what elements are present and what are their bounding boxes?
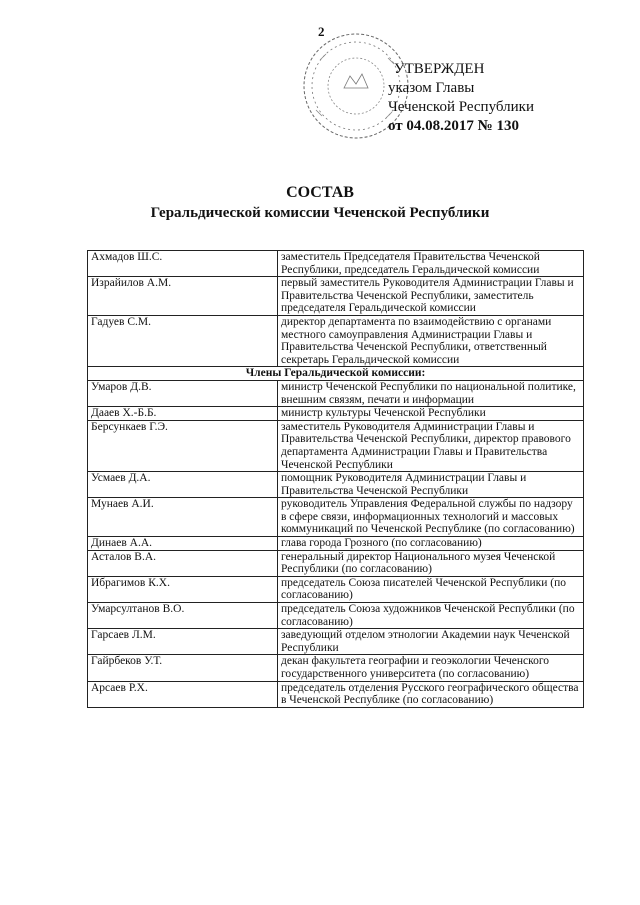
member-position: председатель Союза писателей Чеченской Республики (по согласованию) <box>278 576 584 602</box>
member-position: заместитель Руководителя Администрации Главы и Правительства Чеченской Республики, директор правового департамента Администрации Главы и Правительства Чеченской Республики <box>278 420 584 471</box>
member-name: Асталов В.А. <box>88 550 278 576</box>
page-number: 2 <box>318 24 325 39</box>
document-subtitle: Геральдической комиссии Чеченской Республики <box>150 205 490 221</box>
table-row <box>88 277 584 316</box>
member-name: Умарсултанов В.О. <box>88 603 278 629</box>
member-name: Гадуев С.М. <box>88 315 278 366</box>
member-name: Берсункаев Г.Э. <box>88 420 278 471</box>
member-position: министр культуры Чеченской Республики <box>278 407 584 421</box>
member-position: председатель Союза художников Чеченской Республики (по согласованию) <box>278 603 584 629</box>
member-name: Умаров Д.В. <box>88 380 278 406</box>
member-name: Усмаев Д.А. <box>88 472 278 498</box>
table-row <box>88 251 584 277</box>
table-row <box>88 420 584 471</box>
member-name: Ибрагимов К.Х. <box>88 576 278 602</box>
member-position: председатель отделения Русского географического общества в Чеченской Республике (по согласованию) <box>278 681 584 707</box>
member-position: декан факультета географии и геоэкологии Чеченского государственного университета (по согласованию) <box>278 655 584 681</box>
approval-authority: Чеченской Республики <box>388 99 534 115</box>
table-row <box>88 315 584 366</box>
member-position: руководитель Управления Федеральной службы по надзору в сфере связи, информационных технологий и массовых коммуникаций по Чеченской Республике (по согласованию) <box>278 498 584 537</box>
section-header-row <box>88 367 584 381</box>
member-position: директор департамента по взаимодействию с органами местного самоуправления Администрации Главы и Правительства Чеченской Республики, ответственный секретарь Геральдической комиссии <box>278 315 584 366</box>
member-name: Ахмадов Ш.С. <box>88 251 278 277</box>
member-position: помощник Руководителя Администрации Главы и Правительства Чеченской Республики <box>278 472 584 498</box>
table-row <box>88 380 584 406</box>
member-position: первый заместитель Руководителя Администрации Главы и Правительства Чеченской Республики, заместитель председателя Геральдической комиссии <box>278 277 584 316</box>
member-name: Мунаев А.И. <box>88 498 278 537</box>
table-row <box>88 603 584 629</box>
member-name: Динаев А.А. <box>88 537 278 551</box>
member-name: Гарсаев Л.М. <box>88 629 278 655</box>
member-position: заведующий отделом этнологии Академии наук Чеченской Республики <box>278 629 584 655</box>
table-row <box>88 537 584 551</box>
member-position: генеральный директор Национального музея Чеченской Республики (по согласованию) <box>278 550 584 576</box>
table-row <box>88 550 584 576</box>
table-row <box>88 498 584 537</box>
members-section-header: Члены Геральдической комиссии: <box>88 367 584 381</box>
approval-stamp <box>388 60 534 136</box>
table-row <box>88 655 584 681</box>
table-row <box>88 681 584 707</box>
commission-table <box>87 250 584 708</box>
member-name: Дааев Х.-Б.Б. <box>88 407 278 421</box>
member-position: заместитель Председателя Правительства Чеченской Республики, председатель Геральдической комиссии <box>278 251 584 277</box>
table-row <box>88 629 584 655</box>
member-name: Арсаев Р.Х. <box>88 681 278 707</box>
table-row <box>88 576 584 602</box>
approval-date-number: от 04.08.2017 № 130 <box>388 118 519 134</box>
member-name: Израйилов А.М. <box>88 277 278 316</box>
member-position: глава города Грозного (по согласованию) <box>278 537 584 551</box>
member-position: министр Чеченской Республики по национальной политике, внешним связям, печати и информации <box>278 380 584 406</box>
table-row <box>88 407 584 421</box>
approval-heading: УТВЕРЖДЕН <box>394 61 485 77</box>
document-title-block <box>0 183 640 223</box>
member-name: Гайрбеков У.Т. <box>88 655 278 681</box>
table-row <box>88 472 584 498</box>
document-title: СОСТАВ <box>286 184 354 201</box>
approval-decree: указом Главы <box>388 80 475 96</box>
